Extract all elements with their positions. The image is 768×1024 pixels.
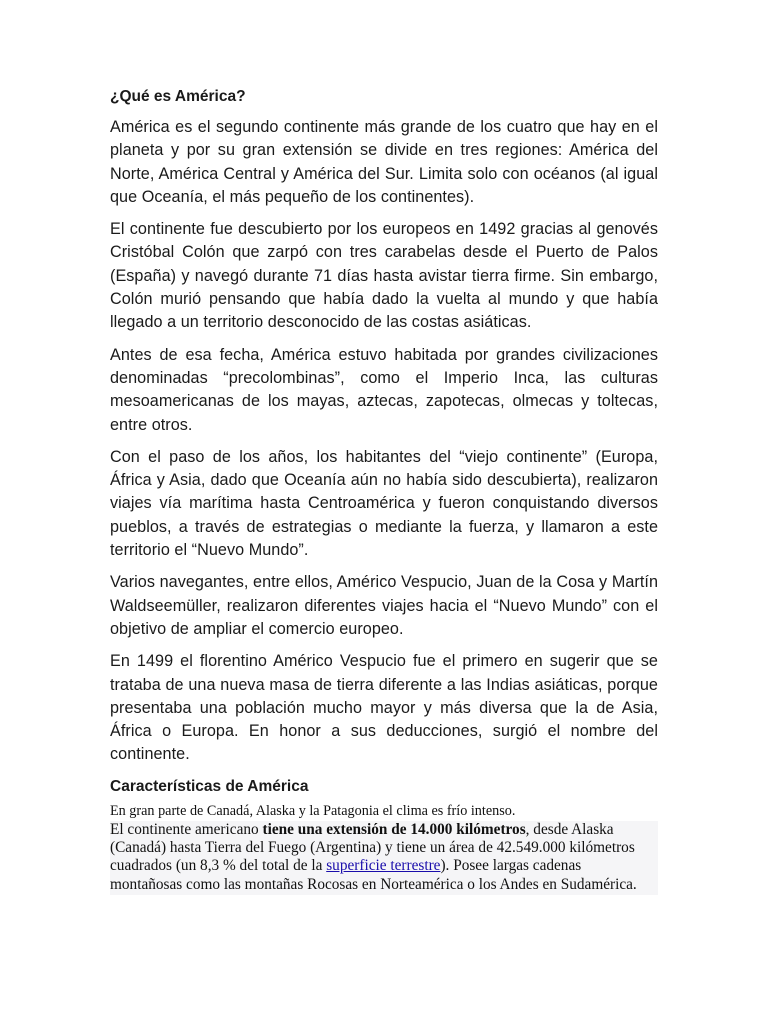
shaded-quote-block (110, 821, 658, 895)
paragraph-5: Varios navegantes, entre ellos, Américo Vespucio, Juan de la Cosa y Martín Waldseemüller, realizaron diferentes viajes hacia el “Nuevo Mundo” con el objetivo de ampliar el comercio europeo. (110, 573, 658, 638)
extension-paragraph (110, 821, 656, 894)
superficie-terrestre-link[interactable]: superficie terrestre (326, 857, 441, 875)
climate-note: En gran parte de Canadá, Alaska y la Patagonia el clima es frío intenso. (110, 802, 516, 819)
extension-text-part1: El continente americano (110, 820, 263, 838)
paragraph-3: Antes de esa fecha, América estuvo habitada por grandes civilizaciones denominadas “precolombinas”, como el Imperio Inca, las culturas mesoamericanas de los mayas, aztecas, zapotecas, olmecas y toltecas, entre otros. (110, 345, 658, 434)
document-page (110, 86, 658, 895)
extension-text-part2: , desde Alaska (Canadá) hasta Tierra del Fuego (Argentina) y tiene un área de 42.549.000 kilómetros cuadrados (un 8,3 % del total de la (110, 820, 635, 875)
paragraph-1: América es el segundo continente más grande de los cuatro que hay en el planeta y por su gran extensión se divide en tres regiones: América del Norte, América Central y América del Sur. Limita solo con océanos (al igual que Oceanía, el más pequeño de los continentes). (110, 118, 658, 206)
extension-text-part3: ). Posee largas cadenas montañosas como las montañas Rocosas en Norteamérica o los Andes en Sudamérica. (110, 857, 637, 893)
heading-que-es-america: ¿Qué es América? (110, 88, 246, 105)
paragraph-4: Con el paso de los años, los habitantes del “viejo continente” (Europa, África y Asia, dado que Oceanía aún no había sido descubierta), realizaron viajes vía marítima hasta Centroamérica y fueron conquistando diversos pueblos, a través de estrategias o mediante la fuerza, y llamaron a este territorio el “Nuevo Mundo”. (110, 447, 658, 560)
paragraph-2: El continente fue descubierto por los europeos en 1492 gracias al genovés Cristóbal Colón que zarpó con tres carabelas desde el Puerto de Palos (España) y navegó durante 71 días hasta avistar tierra firme. Sin embargo, Colón murió pensando que había dado la vuelta al mundo y que había llegado a un territorio desconocido de las costas asiáticas. (110, 220, 658, 332)
paragraph-6: En 1499 el florentino Américo Vespucio fue el primero en sugerir que se trataba de una nueva masa de tierra diferente a las Indias asiáticas, porque presentaba una población mucho mayor y más diversa que la de Asia, África o Europa. En honor a sus deducciones, surgió el nombre del continente. (110, 652, 658, 764)
heading-caracteristicas: Características de América (110, 777, 309, 795)
extension-bold-text: tiene una extensión de 14.000 kilómetros (262, 820, 526, 838)
